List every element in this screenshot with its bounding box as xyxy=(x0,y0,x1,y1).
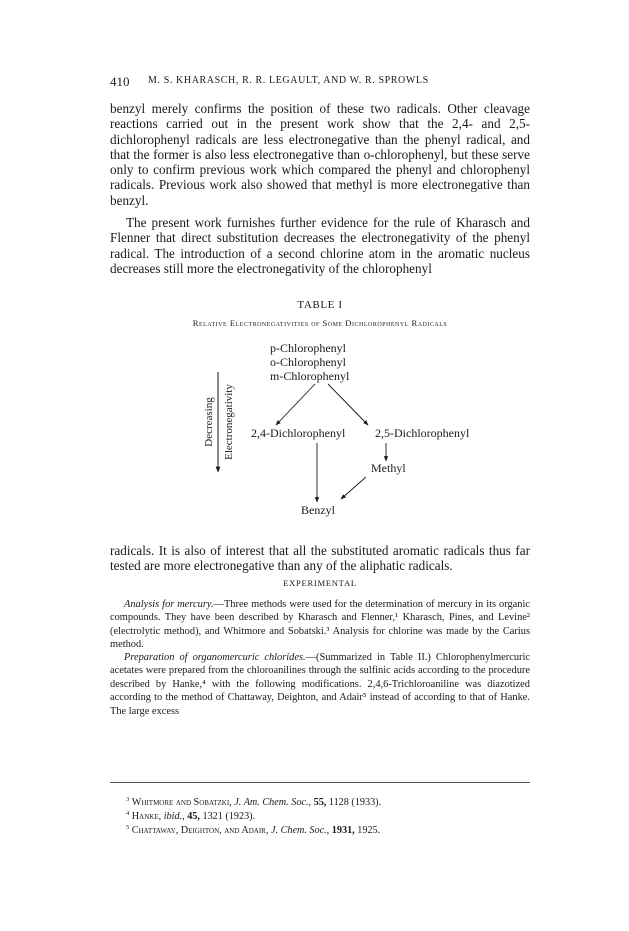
node-p-chlorophenyl: p-Chlorophenyl xyxy=(270,341,346,355)
arrow-methyl-to-benzyl xyxy=(341,477,366,499)
footnote-4-rest: 1321 (1923). xyxy=(202,811,256,822)
footnote-4-mark: 4 xyxy=(126,810,130,817)
experimental-paragraph-1-text: —Three methods were used for the determination of mercury in its organic compounds. They have been described by Kharasch and Flenner,¹ Kharasch, Pines, and Levine² (electrolytic method), and Whitmore and Sobatski.³ Analysis for chlorine was made by the Carius method. xyxy=(110,599,530,651)
page-number: 410 xyxy=(110,74,130,89)
footnote-rule xyxy=(110,782,530,783)
experimental-paragraph-1 xyxy=(110,598,530,652)
footnote-4-authors: Hanke, xyxy=(131,811,162,822)
node-benzyl: Benzyl xyxy=(301,503,335,517)
footnote-3-volume: 55, xyxy=(313,797,327,808)
node-methyl: Methyl xyxy=(371,461,406,475)
footnote-5-rest: 1925. xyxy=(357,825,381,836)
node-2-4-dichlorophenyl: 2,4-Dichlorophenyl xyxy=(251,426,346,440)
table-title: TABLE I xyxy=(297,299,343,311)
footnote-5-journal: J. Chem. Soc., xyxy=(270,825,330,836)
experimental-paragraph-2-text: —(Summarized in Table II.) Chlorophenylmercuric acetates were prepared from the chloroanilines through the sulfinic acids according to the procedure described by Hanke,⁴ with the following modifications. 2,4,6-Trichloroaniline was diazotized according to the method of Chattaway, Deighton, and Adair⁵ instead of according to that of Hanke. The large excess xyxy=(110,652,530,717)
footnote-4-volume: 45, xyxy=(187,811,200,822)
experimental-paragraph-2 xyxy=(110,651,530,718)
footnote-3-rest: 1128 (1933). xyxy=(328,797,382,808)
node-m-chlorophenyl: m-Chlorophenyl xyxy=(270,369,350,383)
node-2-5-dichlorophenyl: 2,5-Dichlorophenyl xyxy=(375,426,470,440)
footnote-3-mark: 3 xyxy=(126,796,130,803)
body-paragraph-1: benzyl merely confirms the position of these two radicals. Other cleavage reactions carried out in the present work show that the 2,4- and 2,5-dichlorophenyl radicals are less electronegative than the phenyl radical, and that the former is also less electronegative than o-chlorophenyl, but these serve only to confirm previous work which compared the phenyl and chlorophenyl radicals. Previous work also showed that methyl is more electronegative than benzyl. xyxy=(110,101,530,208)
axis-label-electronegativity: Electronegativity xyxy=(223,384,235,460)
run-in-heading-mercury: Analysis for mercury. xyxy=(124,599,214,610)
body-paragraph-3: radicals. It is also of interest that all the substituted aromatic radicals thus far tested are more electronegative than any of the aliphatic radicals. xyxy=(110,543,530,574)
footnote-5-volume: 1931, xyxy=(331,825,355,836)
section-heading-experimental: EXPERIMENTAL xyxy=(283,578,357,588)
node-o-chlorophenyl: o-Chlorophenyl xyxy=(270,355,346,369)
arrow-m-to-24 xyxy=(276,384,315,425)
footnote-5-mark: 5 xyxy=(126,824,130,831)
arrow-m-to-25 xyxy=(328,384,368,425)
header-authors: M. S. KHARASCH, R. R. LEGAULT, AND W. R. SPROWLS xyxy=(148,75,429,86)
axis-label-decreasing: Decreasing xyxy=(203,397,215,447)
footnote-3-journal: J. Am. Chem. Soc., xyxy=(234,797,312,808)
run-in-heading-preparation: Preparation of organomercuric chlorides. xyxy=(124,652,306,663)
footnote-4-ibid: ibid., xyxy=(163,811,185,822)
footnote-5 xyxy=(126,821,530,837)
table-subtitle: Relative Electronegativities of Some Dichlorophenyl Radicals xyxy=(192,318,448,328)
body-paragraph-2: The present work furnishes further evidence for the rule of Kharasch and Flenner that direct substitution decreases the electronegativity of the phenyl radical. The introduction of a second chlorine atom in the aromatic nucleus decreases still more the electronegativity of the chlorophenyl xyxy=(110,215,530,276)
footnote-5-authors: Chattaway, Deighton, and Adair, xyxy=(131,825,269,836)
footnote-3-authors: Whitmore and Sobatzki, xyxy=(131,797,232,808)
